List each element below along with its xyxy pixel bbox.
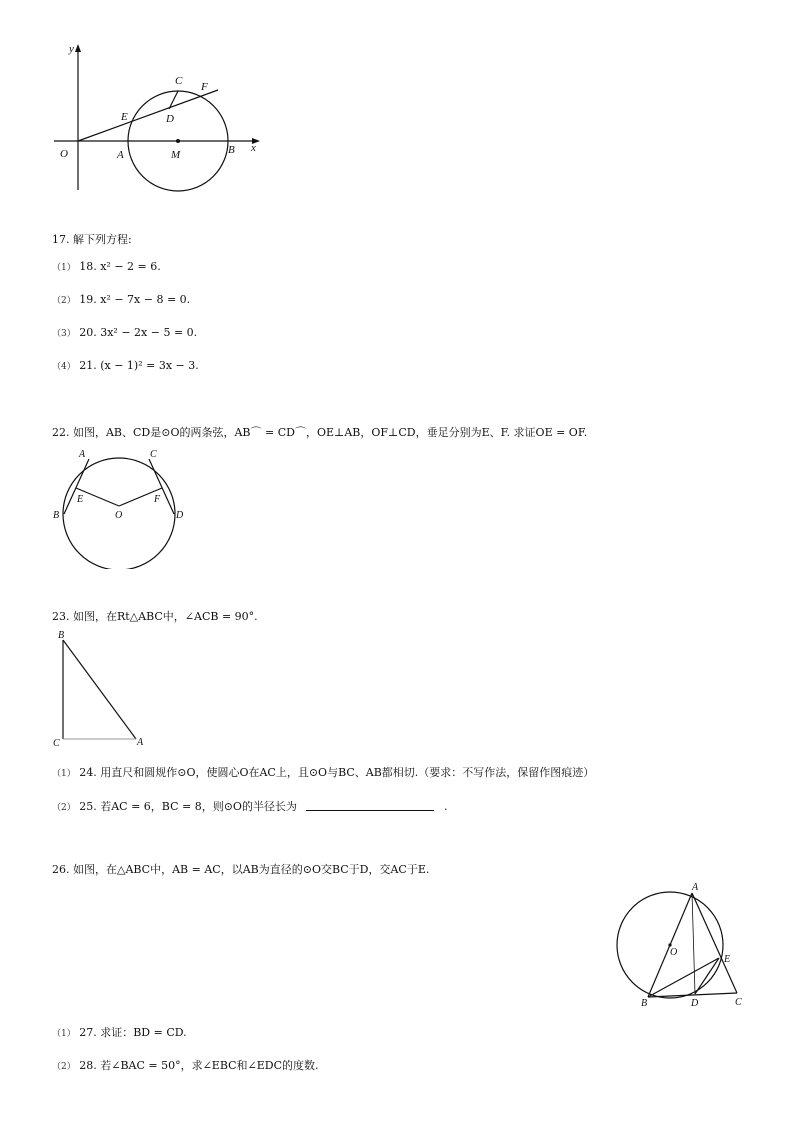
q17-stem: 17. 解下列方程: xyxy=(52,233,132,246)
label-o: O xyxy=(60,148,68,160)
chord-ab xyxy=(64,459,89,514)
sub-label: （2） xyxy=(52,803,76,813)
q23-item-1 xyxy=(52,764,594,780)
q26-item-1 xyxy=(52,1024,187,1040)
label-b: B xyxy=(58,630,65,641)
label-c: C xyxy=(53,738,60,748)
sub-label: （1） xyxy=(52,769,76,779)
equation: 21. (x − 1)² = 3x − 3. xyxy=(79,359,199,372)
segment-ed xyxy=(695,958,719,994)
sub-label: （4） xyxy=(52,362,76,372)
coordinate-circle-figure xyxy=(50,40,270,200)
q23-item-2 xyxy=(52,798,447,814)
q22-circle-figure xyxy=(50,444,195,569)
label-a: A xyxy=(79,449,86,460)
label-y: y xyxy=(69,43,74,55)
label-c: C xyxy=(175,75,183,87)
q23-triangle-figure xyxy=(50,628,150,748)
answer-blank[interactable] xyxy=(306,800,434,811)
label-f: F xyxy=(201,81,208,93)
sub-label: （1） xyxy=(52,1029,76,1039)
y-axis-arrow xyxy=(75,44,81,52)
label-x: x xyxy=(251,142,256,154)
label-e: E xyxy=(77,494,84,505)
q26-item-2 xyxy=(52,1057,319,1073)
side-ab xyxy=(63,640,136,739)
label-e: E xyxy=(724,954,731,965)
q26-circle-figure xyxy=(612,880,752,1012)
question-text: 25. 若AC = 6，BC = 8，则⊙O的半径长为 xyxy=(79,800,297,813)
q17-item-1 xyxy=(52,260,161,273)
label-c: C xyxy=(735,997,742,1008)
center-dot xyxy=(176,139,180,143)
question-tail: . xyxy=(443,800,448,813)
equation: 19. x² − 7x − 8 = 0. xyxy=(79,293,191,306)
sub-label: （2） xyxy=(52,296,76,306)
label-a: A xyxy=(137,737,144,748)
sub-label: （2） xyxy=(52,1062,76,1072)
label-b: B xyxy=(641,998,648,1009)
label-a: A xyxy=(117,149,124,161)
label-d: D xyxy=(691,998,699,1009)
label-f: F xyxy=(154,494,161,505)
label-b: B xyxy=(53,510,60,521)
question-text: 24. 用直尺和圆规作⊙O，使圆心O在AC上，且⊙O与BC、AB都相切.（要求：不写作法，保留作图痕迹） xyxy=(79,766,595,779)
label-e: E xyxy=(121,111,128,123)
equation: 18. x² − 2 = 6. xyxy=(79,260,161,273)
label-d: D xyxy=(166,113,174,125)
label-o: O xyxy=(670,947,678,958)
segment-ad xyxy=(692,893,695,994)
question-text: 28. 若∠BAC = 50°，求∠EBC和∠EDC的度数. xyxy=(79,1059,319,1072)
equation: 20. 3x² − 2x − 5 = 0. xyxy=(79,326,198,339)
question-text: 27. 求证：BD = CD. xyxy=(79,1026,187,1039)
q17-item-3 xyxy=(52,326,197,339)
sub-label: （3） xyxy=(52,329,76,339)
label-d: D xyxy=(176,510,184,521)
label-c: C xyxy=(150,449,157,460)
q17-item-4 xyxy=(52,359,199,372)
q26-stem: 26. 如图，在△ABC中，AB = AC，以AB为直径的⊙O交BC于D，交AC于E. xyxy=(52,863,430,876)
label-a: A xyxy=(692,882,699,893)
label-m: M xyxy=(171,149,181,161)
sub-label: （1） xyxy=(52,263,76,273)
label-o: O xyxy=(115,510,123,521)
label-b: B xyxy=(228,144,235,156)
side-ac xyxy=(692,893,737,993)
q17-item-2 xyxy=(52,293,190,306)
q22-stem: 22. 如图，AB、CD是⊙O的两条弦，AB⌒ = CD⌒，OE⊥AB，OF⊥CD，垂足分别为E、F. 求证OE = OF. xyxy=(52,426,588,439)
q23-stem: 23. 如图，在Rt△ABC中，∠ACB = 90°. xyxy=(52,610,258,623)
segment-be xyxy=(648,958,719,997)
chord-cd xyxy=(149,459,174,514)
line-oef xyxy=(78,90,218,141)
